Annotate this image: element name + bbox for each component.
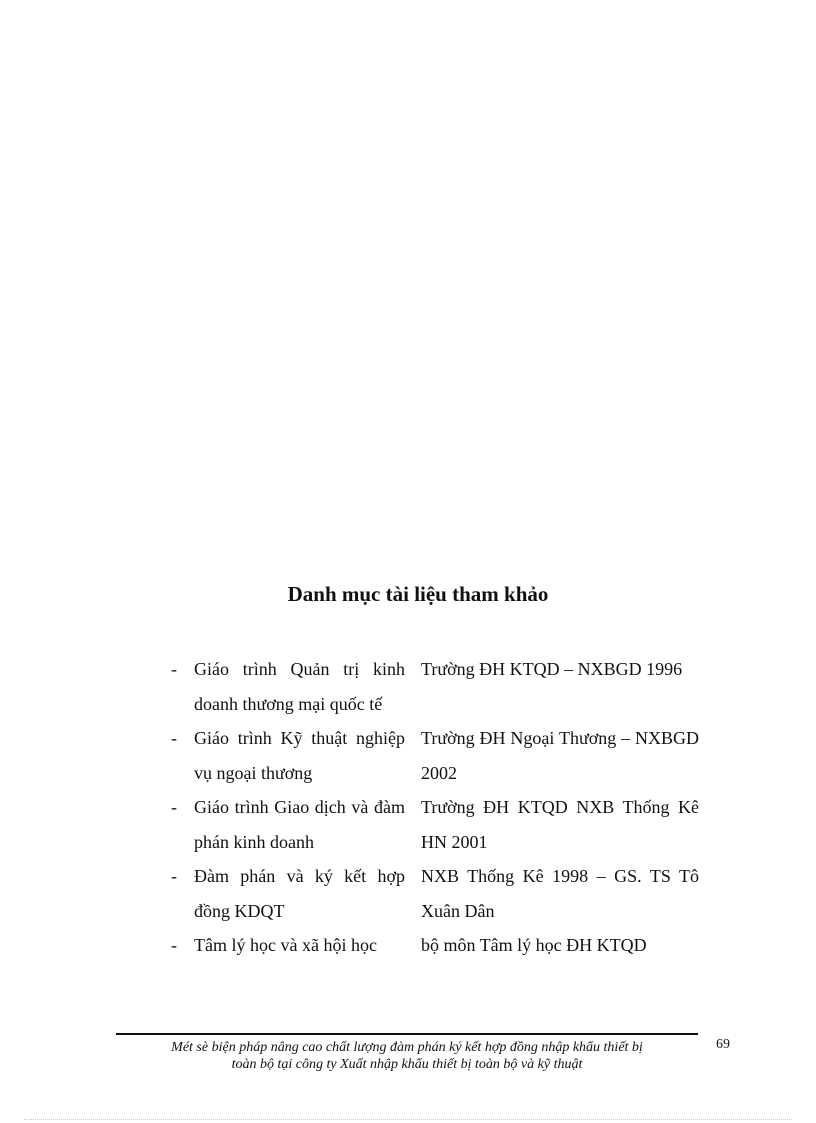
- running-footer: [116, 1039, 698, 1073]
- page-number: 69: [716, 1037, 730, 1052]
- reference-item: [163, 652, 703, 721]
- page-bottom-dotted-border: [24, 1119, 792, 1120]
- reference-bullet: -: [171, 728, 177, 748]
- reference-title: Tâm lý học và xã hội học: [194, 935, 377, 955]
- footer-line-1: Mét sè biện pháp nâng cao chất lượng đàm phán ký kết hợp đồng nhập khẩu thiết bị: [171, 1040, 643, 1055]
- reference-item: [163, 790, 703, 859]
- reference-source: bộ môn Tâm lý học ĐH KTQD: [421, 935, 647, 955]
- reference-item: [163, 928, 703, 963]
- reference-source: NXB Thống Kê 1998 – GS. TS Tô Xuân Dân: [421, 866, 699, 921]
- reference-title: Giáo trình Kỹ thuật nghiệp vụ ngoại thương: [194, 728, 405, 783]
- reference-title: Giáo trình Quản trị kinh doanh thương mại quốc tế: [194, 659, 405, 714]
- page-title: Danh mục tài liệu tham khảo: [287, 582, 549, 606]
- reference-title: Đàm phán và ký kết hợp đồng KDQT: [194, 866, 405, 921]
- reference-bullet: -: [171, 866, 177, 886]
- reference-bullet: -: [171, 797, 177, 817]
- reference-bullet: -: [171, 935, 177, 955]
- reference-item: [163, 721, 703, 790]
- footer-divider: [116, 1033, 698, 1035]
- footer-line-2: toàn bộ tại công ty Xuất nhập khẩu thiết bị toàn bộ và kỹ thuật: [231, 1057, 583, 1072]
- reference-source: Trường ĐH KTQD NXB Thống Kê HN 2001: [421, 797, 699, 852]
- reference-item: [163, 859, 703, 928]
- reference-source: Trường ĐH KTQD – NXBGD 1996: [421, 659, 683, 679]
- reference-bullet: -: [171, 659, 177, 679]
- reference-list: [163, 652, 703, 963]
- reference-source: Trường ĐH Ngoại Thương – NXBGD 2002: [421, 728, 699, 783]
- reference-title: Giáo trình Giao dịch và đàm phán kinh doanh: [194, 797, 405, 852]
